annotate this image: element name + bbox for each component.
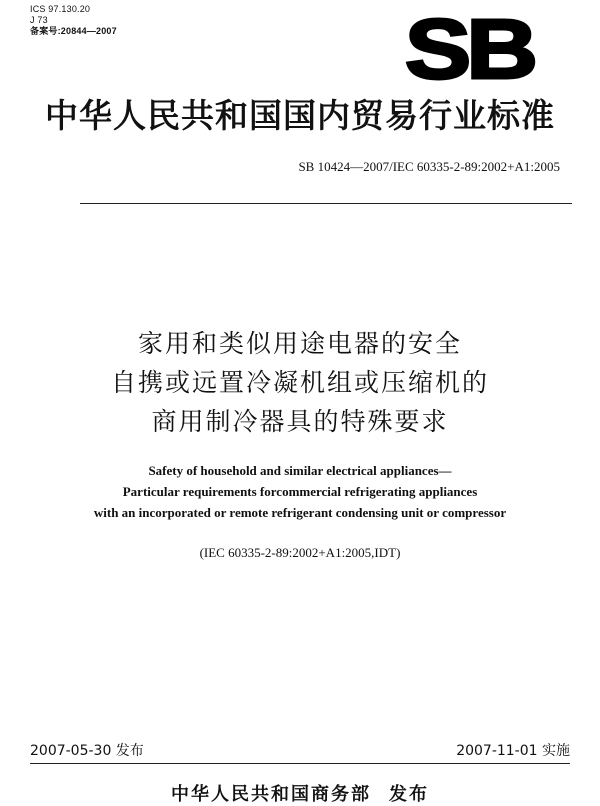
standard-number: SB 10424—2007/IEC 60335-2-89:2002+A1:2005 [298,159,560,174]
iec-equivalence: (IEC 60335-2-89:2002+A1:2005,IDT) [199,545,401,560]
issuer-action: 发布 [389,784,429,805]
footer-divider [30,763,570,764]
english-title-line: Safety of household and similar electrical appliances— [148,463,452,478]
chinese-title [0,324,600,441]
chinese-title-line: 家用和类似用途电器的安全 [137,329,462,358]
header-divider [80,203,572,204]
english-title [0,460,600,523]
classification-code: J 73 [30,15,48,25]
english-title-line: Particular requirements forcommercial refrigerating appliances [122,484,478,499]
chinese-title-line: 商用制冷器具的特殊要求 [151,407,449,436]
chinese-title-line: 自携或远置冷凝机组或压缩机的 [110,368,489,397]
issuer-line [0,780,600,806]
standard-category-title: 中华人民共和国国内贸易行业标准 [45,96,555,135]
publish-date: 2007-05-30 发布 [30,743,144,759]
english-title-line: with an incorporated or remote refrigerant condensing unit or compressor [93,505,507,520]
sb-logo: SB [405,2,534,96]
issuer-name: 中华人民共和国商务部 [171,784,371,805]
record-number: 备案号:20844—2007 [30,26,117,36]
implement-date: 2007-11-01 实施 [456,743,570,759]
ics-code: ICS 97.130.20 [30,4,91,14]
